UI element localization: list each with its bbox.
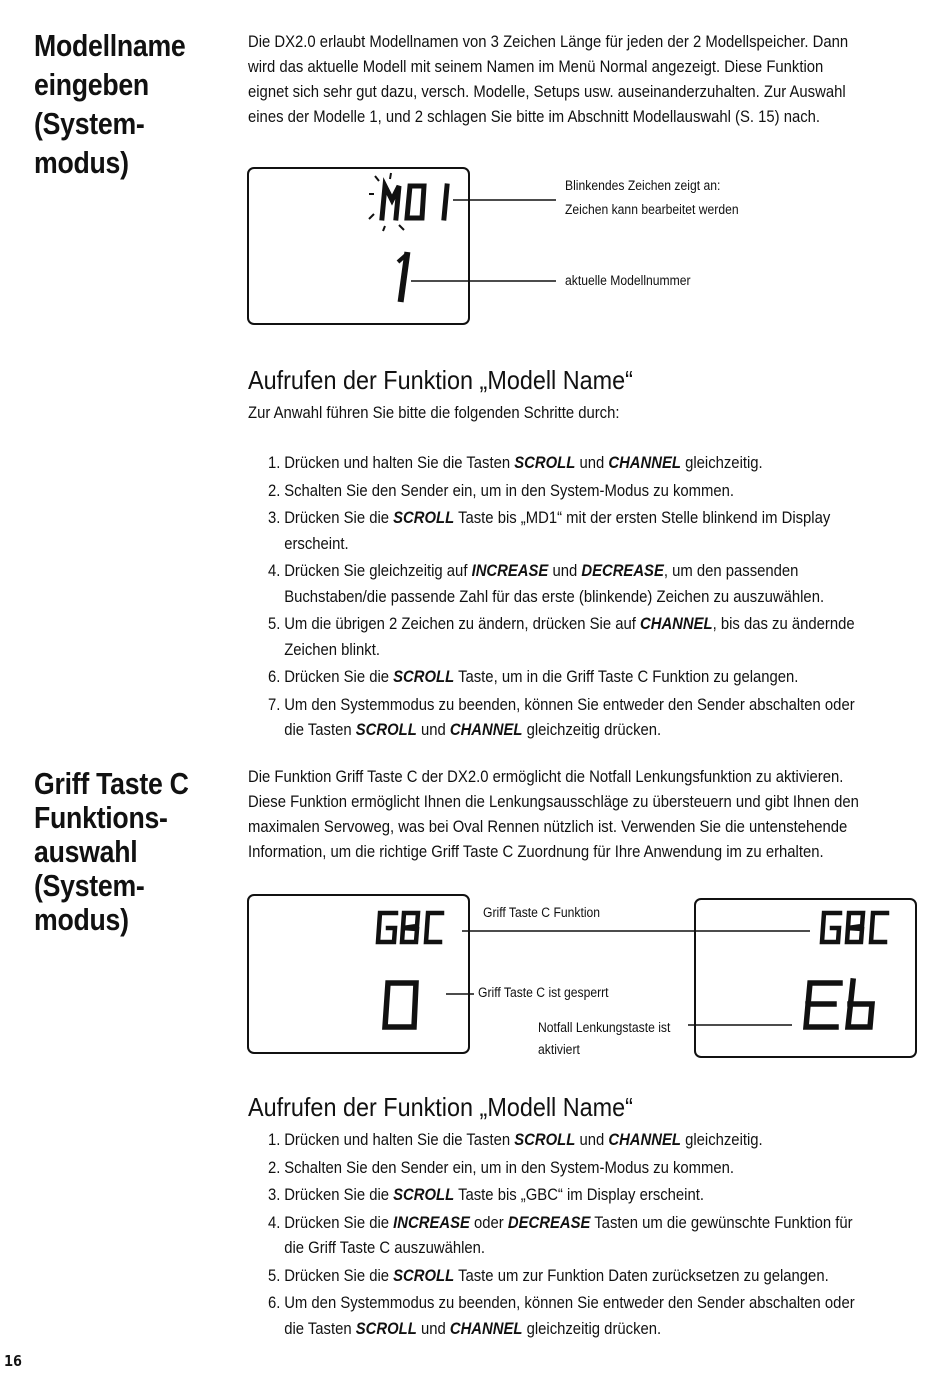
step-text: Taste um zur Funktion Daten zurücksetzen zu gelangen. [454, 1266, 829, 1285]
step-number: 4. [268, 1213, 281, 1232]
step-keyword: SCROLL [514, 454, 576, 472]
callout-grip-function: Griff Taste C Funktion [483, 905, 601, 920]
lcd-display-gbc-emergency [694, 898, 917, 1058]
step-continuation [268, 718, 880, 744]
step-number: 2. [268, 1158, 281, 1177]
step-number: 7. [268, 695, 281, 714]
step-text: und [575, 454, 609, 472]
step-text: gleichzeitig drücken. [522, 721, 662, 739]
step-keyword: CHANNEL [449, 721, 523, 739]
intro-line: Information, um die richtige Griff Taste C Zuordnung für Ihre Anwendung im zu erhalten. [248, 843, 824, 861]
step-number: 6. [268, 668, 281, 686]
list-item [268, 479, 880, 505]
step-text: gleichzeitig. [680, 454, 763, 472]
list-item [268, 1183, 880, 1209]
intro-line: maximalen Servoweg, was bei Oval Rennen nützlich ist. Verwenden Sie die untenstehende [248, 818, 848, 836]
step-keyword: DECREASE [507, 1213, 591, 1232]
step-keyword: CHANNEL [639, 615, 713, 633]
heading-line: modus) [34, 145, 129, 180]
step-text: die Tasten [284, 721, 356, 739]
step-keyword: DECREASE [581, 562, 664, 580]
step-text: Drücken und halten Sie die Tasten [284, 1131, 515, 1149]
callout-emergency-active [538, 1017, 670, 1061]
step-text: Drücken Sie die [284, 1186, 394, 1204]
callout-line: Blinkendes Zeichen zeigt an: [565, 178, 721, 193]
step-continuation: die Griff Taste C auszuwählen. [284, 1239, 486, 1257]
list-item [268, 665, 880, 691]
intro-line: Die Funktion Griff Taste C der DX2.0 ermöglicht die Notfall Lenkungsfunktion zu aktivieren. [248, 768, 844, 786]
lcd-bottom-text [696, 900, 697, 901]
step-text: Taste bis „GBC“ im Display erscheint. [454, 1186, 704, 1204]
step-number: 6. [268, 1294, 281, 1312]
step-text: , bis das zu ändernde [712, 615, 855, 633]
step-number: 3. [268, 509, 281, 527]
step-text: und [416, 1319, 450, 1338]
step-number: 2. [268, 481, 281, 500]
step-keyword: INCREASE [471, 562, 549, 580]
heading-line: eingeben [34, 67, 149, 102]
list-item [268, 559, 880, 610]
heading-line: Funktions- [34, 800, 168, 835]
steps-list-grip-button-c [268, 1128, 948, 1344]
callout-line: aktiviert [538, 1042, 580, 1057]
step-text: Um die übrigen 2 Zeichen zu ändern, drücken Sie auf [284, 615, 640, 633]
step-text: und [416, 721, 450, 739]
step-text: Drücken Sie die [284, 1213, 394, 1232]
step-number: 1. [268, 1131, 281, 1149]
step-text: Drücken Sie die [284, 509, 394, 527]
step-text: Taste, um in die Griff Taste C Funktion zu gelangen. [454, 668, 799, 686]
lcd-display-model-name [247, 167, 470, 325]
page-number: 16 [4, 1352, 23, 1370]
step-keyword: SCROLL [514, 1131, 576, 1149]
step-text: Drücken Sie die [284, 1266, 394, 1285]
step-continuation: Zeichen blinkt. [284, 640, 380, 659]
step-text: , um den passenden [663, 562, 799, 580]
step-keyword: SCROLL [355, 1319, 417, 1338]
subheading-call-function-2: Aufrufen der Funktion „Modell Name“ [248, 1092, 633, 1122]
step-keyword: INCREASE [393, 1213, 470, 1232]
heading-line: (System- [34, 868, 145, 903]
step-number: 3. [268, 1186, 281, 1204]
list-item [268, 1128, 880, 1154]
step-number: 4. [268, 562, 281, 580]
step-keyword: SCROLL [393, 1186, 455, 1204]
callout-grip-locked: Griff Taste C ist gesperrt [478, 985, 609, 1000]
step-text: die Tasten [284, 1319, 356, 1338]
step-text: oder [469, 1213, 508, 1232]
step-text: Um den Systemmodus zu beenden, können Sie entweder den Sender abschalten oder [284, 1294, 855, 1312]
callout-line: Zeichen kann bearbeitet werden [565, 202, 739, 217]
list-item [268, 1211, 880, 1262]
list-item [268, 451, 880, 477]
list-item [268, 693, 880, 744]
intro-paragraph-grip-button-c [248, 765, 869, 865]
subheading-call-function-1: Aufrufen der Funktion „Modell Name“ [248, 365, 633, 395]
step-text: gleichzeitig drücken. [522, 1319, 662, 1338]
intro-line: eines der Modelle 1, und 2 schlagen Sie bitte im Abschnitt Modellauswahl (S. 15) nach. [248, 108, 821, 126]
step-number: 1. [268, 454, 281, 472]
list-item [268, 1291, 880, 1342]
section-heading-grip-button-c [34, 767, 197, 937]
step-text: und [575, 1131, 609, 1149]
step-text: Tasten um die gewünschte Funktion für [590, 1213, 853, 1232]
lcd-bottom-text [249, 169, 250, 170]
step-text: Drücken und halten Sie die Tasten [284, 454, 515, 472]
intro-line: wird das aktuelle Modell mit seinem Namen im Menü Normal angezeigt. Diese Funktion [248, 58, 824, 76]
step-text: Schalten Sie den Sender ein, um in den System-Modus zu kommen. [284, 1158, 735, 1177]
step-keyword: SCROLL [355, 721, 417, 739]
list-item [268, 506, 880, 557]
intro-paragraph-model-name [248, 30, 869, 130]
callout-model-number: aktuelle Modellnummer [565, 273, 691, 288]
step-text: Drücken Sie die [284, 668, 394, 686]
intro-line: Diese Funktion ermöglicht Ihnen die Lenkungsausschläge zu übersteuern und gibt Ihnen den [248, 793, 859, 811]
lcd-bottom-text [249, 896, 250, 897]
step-text: Um den Systemmodus zu beenden, können Sie entweder den Sender abschalten oder [284, 695, 855, 714]
step-continuation: erscheint. [284, 534, 349, 553]
step-continuation [268, 1317, 880, 1343]
intro-line: Die DX2.0 erlaubt Modellnamen von 3 Zeichen Länge für jeden der 2 Modellspeicher. Dann [248, 33, 849, 51]
step-number: 5. [268, 1266, 281, 1285]
heading-line: (System- [34, 106, 145, 141]
step-continuation: Buchstaben/die passende Zahl für das erste (blinkende) Zeichen zu auszuwählen. [284, 587, 825, 606]
steps-list-model-name [268, 451, 948, 746]
section-heading-model-name [34, 26, 197, 182]
step-text: Drücken Sie gleichzeitig auf [284, 562, 472, 580]
step-keyword: CHANNEL [608, 1131, 681, 1149]
step-text: Taste bis „MD1“ mit der ersten Stelle blinkend im Display [454, 509, 831, 527]
step-number: 5. [268, 615, 281, 633]
heading-line: modus) [34, 902, 129, 937]
step-text: und [548, 562, 582, 580]
heading-line: Modellname [34, 28, 186, 63]
heading-line: auswahl [34, 834, 138, 869]
callout-line: Notfall Lenkungstaste ist [538, 1020, 671, 1035]
subintro-text: Zur Anwahl führen Sie bitte die folgenden Schritte durch: [248, 404, 620, 422]
step-keyword: SCROLL [393, 1266, 455, 1285]
step-text: Schalten Sie den Sender ein, um in den System-Modus zu kommen. [284, 481, 735, 500]
list-item [268, 1156, 880, 1182]
step-keyword: CHANNEL [608, 454, 681, 472]
lcd-display-gbc-locked [247, 894, 470, 1054]
heading-line: Griff Taste C [34, 766, 189, 801]
step-keyword: SCROLL [393, 509, 455, 527]
intro-line: eignet sich sehr gut dazu, versch. Modelle, Setups usw. auseinanderzuhalten. Zur Auswahl [248, 83, 846, 101]
step-text: gleichzeitig. [680, 1131, 763, 1149]
step-keyword: SCROLL [393, 668, 455, 686]
step-keyword: CHANNEL [449, 1319, 523, 1338]
callout-blinking-char [565, 174, 739, 222]
list-item [268, 612, 880, 663]
list-item [268, 1264, 880, 1290]
